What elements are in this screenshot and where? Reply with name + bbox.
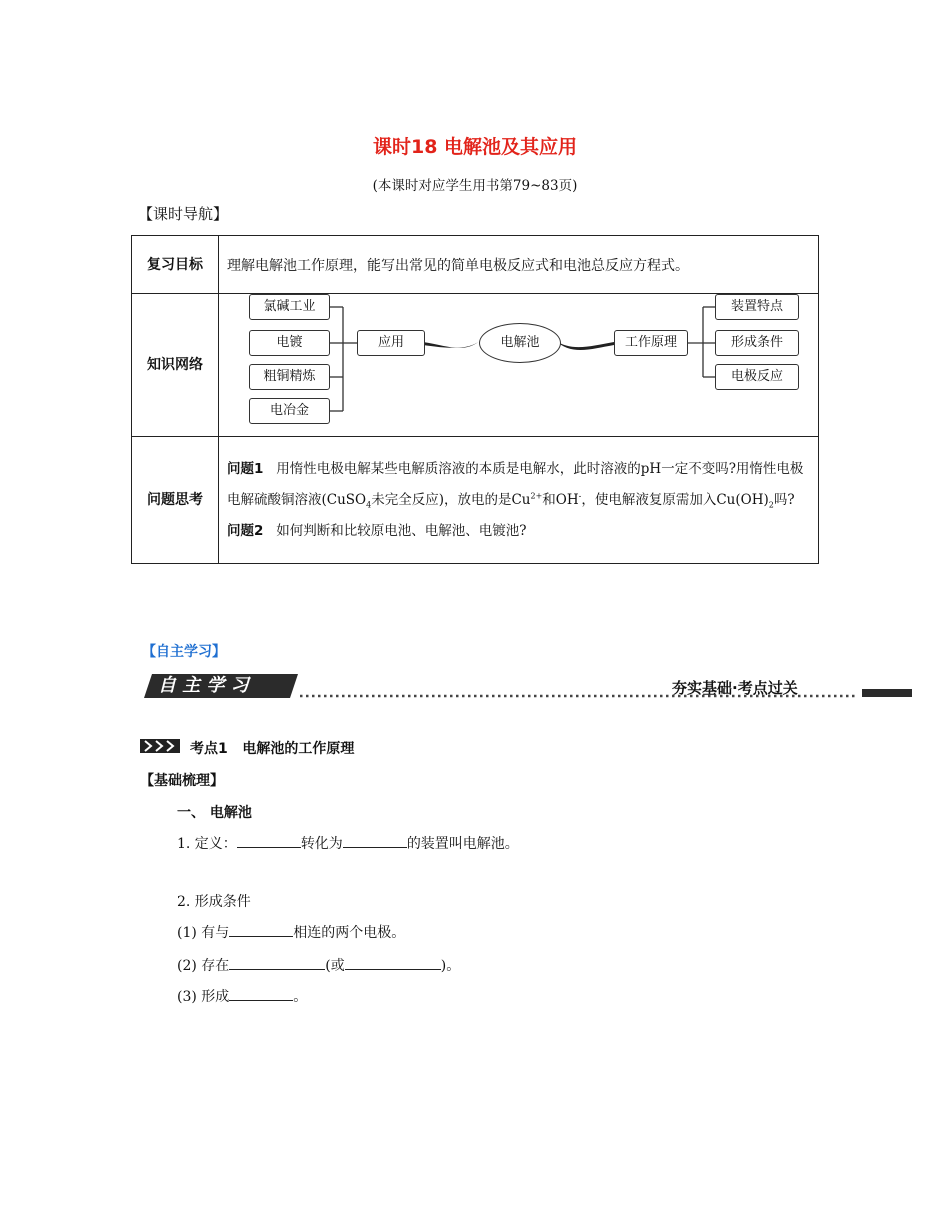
lesson-title: 课时18 电解池及其应用 (372, 136, 578, 158)
conditions-heading: 2. 形成条件 (177, 894, 251, 910)
definition-mid: 转化为 (300, 836, 343, 852)
goal-head: 复习目标 (132, 236, 219, 294)
map-node-application: 应用 (357, 330, 425, 356)
definition-suffix: 的装置叫电解池。 (406, 836, 519, 852)
map-item-formation-conditions: 形成条件 (715, 330, 799, 356)
map-item-electroplating: 电镀 (249, 330, 330, 356)
question-1-sub-1: 4 (366, 500, 372, 510)
table-row (132, 236, 819, 294)
question-1-text-d: ，使电解液复原需加入Cu(OH) (581, 491, 769, 508)
lesson-guide-table (131, 235, 819, 564)
exam-point-label: 考点1 (190, 741, 228, 757)
definition-line (177, 833, 519, 853)
lesson-nav-heading: 【课时导航】 (138, 205, 229, 223)
question-1-text-e: 吗? (773, 491, 795, 508)
question-2-text: 如何判断和比较原电池、电解池、电镀池? (276, 522, 527, 539)
definition-prefix: 1. 定义： (177, 836, 237, 852)
exam-point-title: 电解池的工作原理 (242, 741, 355, 757)
condition-2-mid: (或 (325, 958, 345, 974)
map-item-copper-refining: 粗铜精炼 (249, 364, 330, 390)
table-row (132, 294, 819, 437)
exam-point-heading (190, 738, 354, 758)
condition-1-suffix: 相连的两个电极。 (293, 925, 406, 941)
condition-2 (177, 955, 460, 975)
condition-1-prefix: (1) 有与 (177, 925, 230, 941)
question-cell (219, 437, 819, 564)
triple-chevron-icon (140, 738, 180, 754)
blank-1 (237, 833, 301, 848)
section-one-heading: 一、 电解池 (177, 805, 252, 821)
map-node-electrolytic-cell: 电解池 (479, 323, 561, 363)
condition-3-prefix: (3) 形成 (177, 989, 230, 1005)
map-item-chlor-alkali: 氯碱工业 (249, 294, 330, 320)
question-1-sup-2: - (578, 491, 582, 500)
knowledge-map (219, 294, 831, 436)
goal-text: 理解电解池工作原理，能写出常见的简单电极反应式和电池总反应方程式。 (227, 257, 689, 274)
network-head: 知识网络 (132, 294, 219, 437)
question-1-text-c: 和OH (542, 491, 579, 508)
blank-2 (343, 833, 407, 848)
self-study-tag: 【自主学习】 (142, 644, 226, 660)
exam-point-row (140, 738, 355, 757)
basic-review-heading: 【基础梳理】 (140, 773, 224, 789)
table-row (132, 437, 819, 564)
map-item-electrometallurgy: 电冶金 (249, 398, 330, 424)
network-cell (219, 294, 819, 437)
condition-3 (177, 986, 307, 1006)
condition-2-suffix: )。 (440, 958, 461, 974)
question-1-text-a: 用惰性电极电解某些电解质溶液的本质是电解水，此时溶液的pH一定不变吗?用惰性电极电解硫酸铜溶液(CuSO (227, 460, 804, 508)
condition-1 (177, 922, 405, 942)
question-head: 问题思考 (132, 437, 219, 564)
condition-3-suffix: 。 (293, 989, 308, 1005)
lesson-subtitle: (本课时对应学生用书第79~83页) (372, 178, 578, 194)
question-1-sup-1: 2+ (530, 491, 543, 500)
question-1-sub-2: 2 (768, 500, 774, 510)
map-node-working-principle: 工作原理 (614, 330, 688, 356)
question-1-text-b: 未完全反应)，放电的是Cu (371, 491, 531, 508)
map-item-device-features: 装置特点 (715, 294, 799, 320)
question-1-label: 问题1 (227, 460, 264, 477)
goal-cell (219, 236, 819, 294)
banner-title: 自 主 学 习 (158, 675, 249, 696)
question-2-label: 问题2 (227, 522, 264, 539)
question-1 (219, 451, 818, 550)
banner-right-text: 夯实基础·考点过关 (672, 679, 798, 697)
blank-4 (229, 955, 325, 970)
map-item-electrode-reactions: 电极反应 (715, 364, 799, 390)
condition-2-prefix: (2) 存在 (177, 958, 230, 974)
blank-6 (229, 986, 293, 1001)
blank-3 (229, 922, 293, 937)
blank-5 (345, 955, 441, 970)
